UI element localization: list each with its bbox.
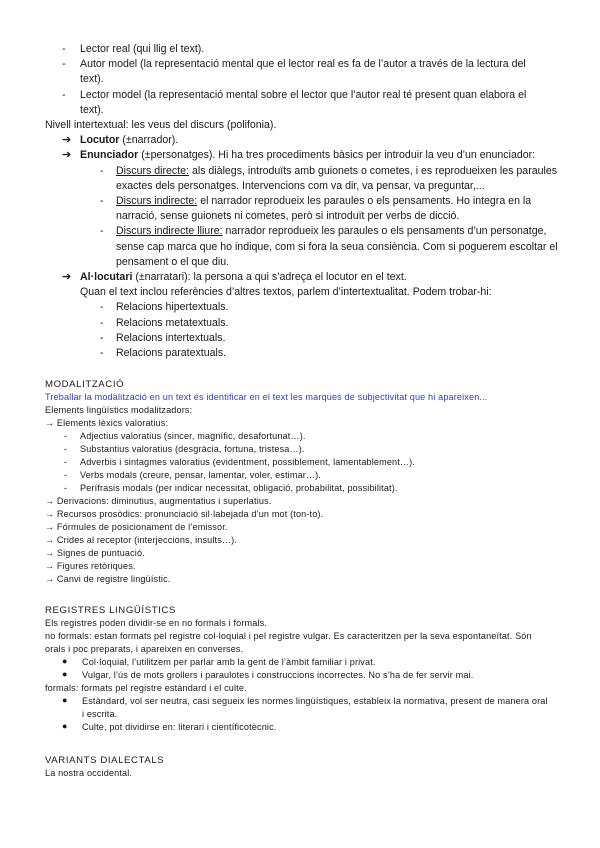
dash-bullet: - xyxy=(100,347,104,360)
relation-item: - Relacions metatextuals. xyxy=(0,316,600,331)
dash-bullet: - xyxy=(100,195,104,208)
allocutari-item: ➔ Al·locutari (±narratari): la persona a qui s’adreça el locutor en el text. xyxy=(0,270,600,285)
section-heading: REGISTRES LINGÜÍSTICS xyxy=(45,605,176,616)
list-item: - Lector model (la representació mental sobre el lector que l’autor real té present quan elabora el text). xyxy=(62,88,527,116)
variants-section xyxy=(0,754,600,780)
paragraph: → Fórmules de posicionament de l’emissor. xyxy=(45,522,228,532)
locutor-item: ➔ Locutor (±narrador). xyxy=(0,133,600,148)
paragraph: → Canvi de registre lingüístic. xyxy=(45,574,171,584)
list-item: ● Estàndard, vol ser neutra, casi segueix les normes lingüístiques, estableix la normativa, present de manera oral i escrita. xyxy=(62,695,548,719)
bullet-icon: ● xyxy=(62,721,68,731)
procedure-item: - Discurs indirecte lliure: narrador reprodueix les paraules o els pensaments d’un personatge, sense cap marca que ho indique, com si fora la seua consiència. Com si poguerem escoltar el pensament o el que diu. xyxy=(100,225,558,268)
intertextual-intro: Nivell intertextual: les veus del discurs (polifonia). xyxy=(45,119,277,132)
paragraph: no formals: estan formats pel registre col·loquial i pel registre vulgar. Es caracteritzen per la seva espontaneïtat. Són orals i poc preparats, i apareixen en converses. xyxy=(45,631,532,654)
dash-bullet: - xyxy=(100,316,104,329)
paragraph: → Elements lèxics valoratius: xyxy=(45,418,169,428)
paragraph: → Signes de puntuació. xyxy=(45,548,145,558)
relation-item: - Relacions intertextuals. xyxy=(0,331,600,346)
bullet-icon: ● xyxy=(62,695,68,705)
paragraph: → Figures retòriques. xyxy=(45,561,136,571)
paragraph: → Crides al receptor (interjeccions, insults…). xyxy=(45,535,238,545)
paragraph: → Derivacions: diminutius, augmentatius i superlatius. xyxy=(45,496,272,506)
arrow-icon: ➔ xyxy=(62,271,72,284)
relation-item: - Relacions hipertextuals. xyxy=(0,300,600,315)
dash-bullet: - xyxy=(62,88,66,101)
arrow-icon: ➔ xyxy=(62,149,72,162)
section-heading: VARIANTS DIALECTALS xyxy=(45,755,165,766)
arrow-icon: ➔ xyxy=(62,134,72,147)
list-item: ● Col·loquial, l’utilitzem per parlar amb la gent de l’àmbit familiar i privat. xyxy=(62,656,376,667)
bullet-icon: ● xyxy=(62,656,68,666)
dash-bullet: - xyxy=(100,331,104,344)
list-item: - Lector real (qui llig el text). xyxy=(0,42,600,57)
list-item: - Adverbis i sintagmes valoratius (evidentment, possiblement, lamentablement…). xyxy=(64,457,416,467)
paragraph: formals: formats pel registre estàndard i el culte. xyxy=(45,683,247,693)
paragraph: Els registres poden dividir-se en no formals i formals. xyxy=(45,618,268,628)
list-item: - Autor model (la representació mental que el lector real es fa de l’autor a través de la lectura del text). xyxy=(62,58,526,86)
dash-bullet: - xyxy=(64,431,68,441)
section-heading: MODALITZACIÓ xyxy=(45,379,125,390)
dash-bullet: - xyxy=(62,58,66,71)
dash-bullet: - xyxy=(100,301,104,314)
procedure-item: - Discurs indirecte: el narrador reprodueix les paraules o els pensaments. Ho integra en la narració, sense guionets ni cometes, però si introduït per verbs de dicció. xyxy=(100,195,532,223)
list-item: ● Vulgar, l’ús de mots grollers i paraulotes i construccions incorrectes. No s’ha de fer servir mai. xyxy=(62,669,474,680)
paragraph: La nostra occidental. xyxy=(45,768,133,778)
procedure-item: - Discurs directe: als diàlegs, introduïts amb guionets o cometes, i es reprodueixen les paraules exactes dels personatges. Intervencions com va dir, va pensar, va preguntar,... xyxy=(100,164,558,192)
dash-bullet: - xyxy=(64,457,68,467)
list-item: ● Culte, pot dividirse en: literari i científicotècnic. xyxy=(62,721,277,732)
list-item: - Adjectius valoratius (sincer, magnífic, desafortunat…). xyxy=(64,431,306,441)
list-item: - Perífrasis modals (per indicar necessitat, obligació, probabilitat, possibilitat). xyxy=(64,483,398,493)
highlight-text: Treballar la modalització en un text és identificar en el text les marques de subjectivitat que hi apareixen... xyxy=(45,392,488,402)
list-item: - Substantius valoratius (desgràcia, fortuna, tristesa…). xyxy=(64,444,305,454)
registres-section xyxy=(0,604,600,734)
relation-item: - Relacions paratextuals. xyxy=(0,346,600,361)
dash-bullet: - xyxy=(100,225,104,238)
dash-bullet: - xyxy=(64,470,68,480)
paragraph: Elements lingüístics modalitzadors: xyxy=(45,405,193,415)
dash-bullet: - xyxy=(64,444,68,454)
intertextuality-intro: Quan el text inclou referències d’altres textos, parlem d’intertextualitat. Podem trobar-hi: xyxy=(80,286,492,299)
discourse-voices-section xyxy=(0,42,600,361)
dash-bullet: - xyxy=(62,43,66,55)
modalitzacio-section xyxy=(0,378,600,586)
paragraph: → Recursos prosòdics: pronunciació sil·labejada d’un mot (ton-to). xyxy=(45,509,324,519)
enunciador-item: ➔ Enunciador (±personatges). Hi ha tres procediments bàsics per introduir la veu d’un enunciador: xyxy=(0,148,600,163)
dash-bullet: - xyxy=(64,483,68,493)
bullet-icon: ● xyxy=(62,669,68,679)
list-item: - Verbs modals (creure, pensar, lamentar, voler, estimar…). xyxy=(64,470,322,480)
dash-bullet: - xyxy=(100,164,104,177)
